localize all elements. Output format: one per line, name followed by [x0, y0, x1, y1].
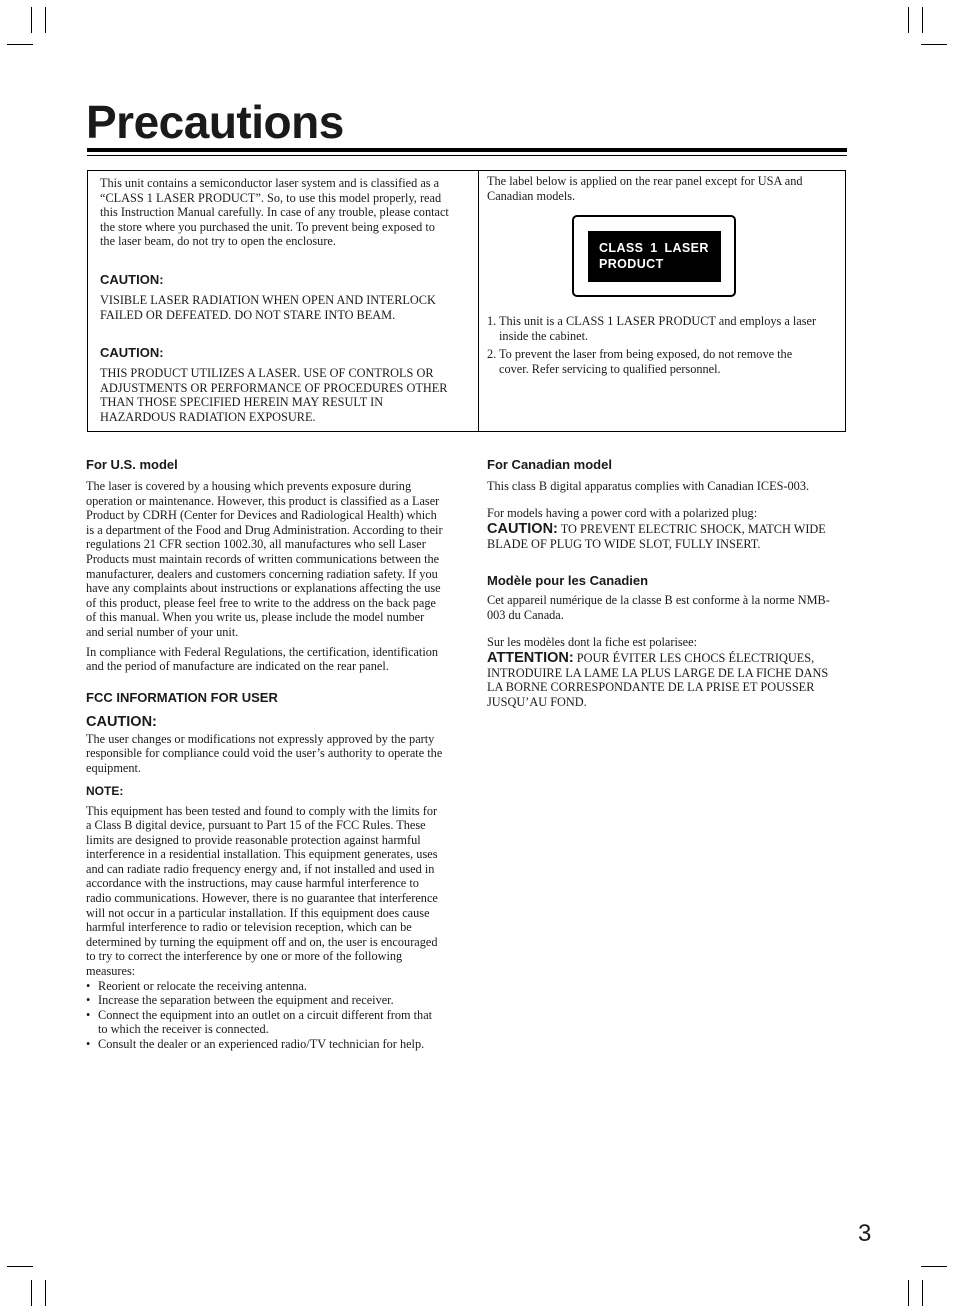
section-heading: For Canadian model	[487, 457, 612, 472]
box-divider	[478, 171, 479, 431]
fcc-caution-heading: CAUTION:	[86, 713, 157, 730]
caution-text: VISIBLE LASER RADIATION WHEN OPEN AND INTERLOCK FAILED OR DEFEATED. DO NOT STARE INTO BEAM.	[100, 292, 436, 322]
canadian-para2: For models having a power cord with a polarized plug:	[487, 505, 758, 520]
canadien-fr-para1: Cet appareil numérique de la classe B est conforme à la norme NMB-003 du Canada.	[487, 593, 830, 622]
fcc-caution-text: The user changes or modifications not expressly approved by the party responsible for compliance could void the user’s authority to operate the equipment.	[86, 731, 443, 775]
canadien-fr-para2: Sur les modèles dont la fiche est polarisee:	[487, 634, 698, 649]
section-heading-fr: Modèle pour les Canadien	[487, 573, 649, 589]
class1-laser-label-inner	[588, 231, 721, 282]
us-model-section	[86, 457, 444, 1052]
fcc-heading: FCC INFORMATION FOR USER	[86, 689, 278, 705]
page-title: Precautions	[86, 96, 344, 148]
page-number: 3	[858, 1220, 872, 1247]
caution-heading: CAUTION:	[100, 345, 164, 361]
fcc-measures-list	[86, 979, 444, 1052]
list-item: 2. To prevent the laser from being exposed, do not remove the cover. Refer servicing to qualified personnel.	[487, 347, 793, 376]
attention-label: ATTENTION:	[487, 650, 574, 667]
caution-text: TO PREVENT ELECTRIC SHOCK, MATCH WIDE BLADE OF PLUG TO WIDE SLOT, FULLY INSERT.	[487, 522, 826, 551]
caution-label: CAUTION:	[487, 521, 558, 538]
label-line1: CLASS 1 LASER	[599, 241, 709, 255]
canadian-caution	[487, 522, 847, 551]
section-heading: For U.S. model	[86, 457, 178, 472]
list-item: • Increase the separation between the equipment and receiver.	[86, 993, 444, 1008]
canadien-fr-attention	[487, 651, 847, 709]
note-heading: NOTE:	[86, 783, 124, 798]
list-item: • Consult the dealer or an experienced radio/TV technician for help.	[86, 1037, 444, 1052]
us-model-para1: The laser is covered by a housing which prevents exposure during operation or maintenance. However, this product is classified as a Laser Product by CDRH (Center for Devices and Radiological Health) which is a department of the Food and Drug Administration. According to their regulations 21 CFR section 1002.30, all manufactures who sell Laser Products must maintain records of written communications between the manufacturer, dealers and customers concerning radiation safety. If you have any complaints about instructions or explanations affecting the use of this product, please feel free to write to the address on the back page of this manual. When you write us, please include the model number and serial number of your unit.	[86, 479, 443, 639]
caution-heading: CAUTION:	[100, 271, 164, 287]
canadian-para1: This class B digital apparatus complies with Canadian ICES-003.	[487, 479, 810, 493]
list-item: 1. This unit is a CLASS 1 LASER PRODUCT and employs a laser inside the cabinet.	[487, 314, 817, 343]
attention-text: POUR ÉVITER LES CHOCS ÉLECTRIQUES, INTRODUIRE LA LAME LA PLUS LARGE DE LA FICHE DANS LA BORNE CORRESPONDANTE DE LA PRISE ET POUSSER JUSQU’AU FOND.	[487, 651, 829, 709]
laser-box-right	[487, 174, 837, 203]
canadian-section	[487, 457, 847, 710]
title-rule-thin	[87, 155, 847, 156]
caution-text: THIS PRODUCT UTILIZES A LASER. USE OF CONTROLS OR ADJUSTMENTS OR PERFORMANCE OF PROCEDURES OTHER THAN THOSE SPECIFIED HEREIN MAY RESULT IN HAZARDOUS RADIATION EXPOSURE.	[100, 366, 448, 424]
list-item: • Reorient or relocate the receiving antenna.	[86, 979, 444, 994]
class1-laser-label	[572, 215, 736, 297]
laser-notes-list	[487, 314, 817, 380]
laser-intro-text: This unit contains a semiconductor laser system and is classified as a “CLASS 1 LASER PRODUCT”. So, to use this model properly, read this Instruction Manual carefully. In case of any trouble, please contact the store where you purchased the unit. To prevent being exposed to the laser beam, do not try to open the enclosure.	[100, 176, 449, 249]
label-intro-text: The label below is applied on the rear panel except for USA and Canadian models.	[487, 174, 803, 203]
title-rule-thick	[87, 148, 847, 152]
label-line2: PRODUCT	[599, 257, 664, 271]
fcc-note-text: This equipment has been tested and found to comply with the limits for a Class B digital device, pursuant to Part 15 of the FCC Rules. These limits are designed to provide reasonable protection against harmful interference in a residential installation. This equipment generates, uses and can radiate radio frequency energy and, if not installed and used in accordance with the instructions, may cause harmful interference to radio communications. However, there is no guarantee that interference will not occur in a particular installation. If this equipment does cause harmful interference to radio or television reception, which can be determined by turning the equipment off and on, the user is encouraged to try to correct the interference by one or more of the following measures:	[86, 803, 438, 979]
list-item: • Connect the equipment into an outlet on a circuit different from that to which the receiver is connected.	[86, 1008, 444, 1037]
us-model-para2: In compliance with Federal Regulations, the certification, identification and the period of manufacture are indicated on the rear panel.	[86, 644, 439, 674]
laser-box-left	[100, 176, 450, 425]
